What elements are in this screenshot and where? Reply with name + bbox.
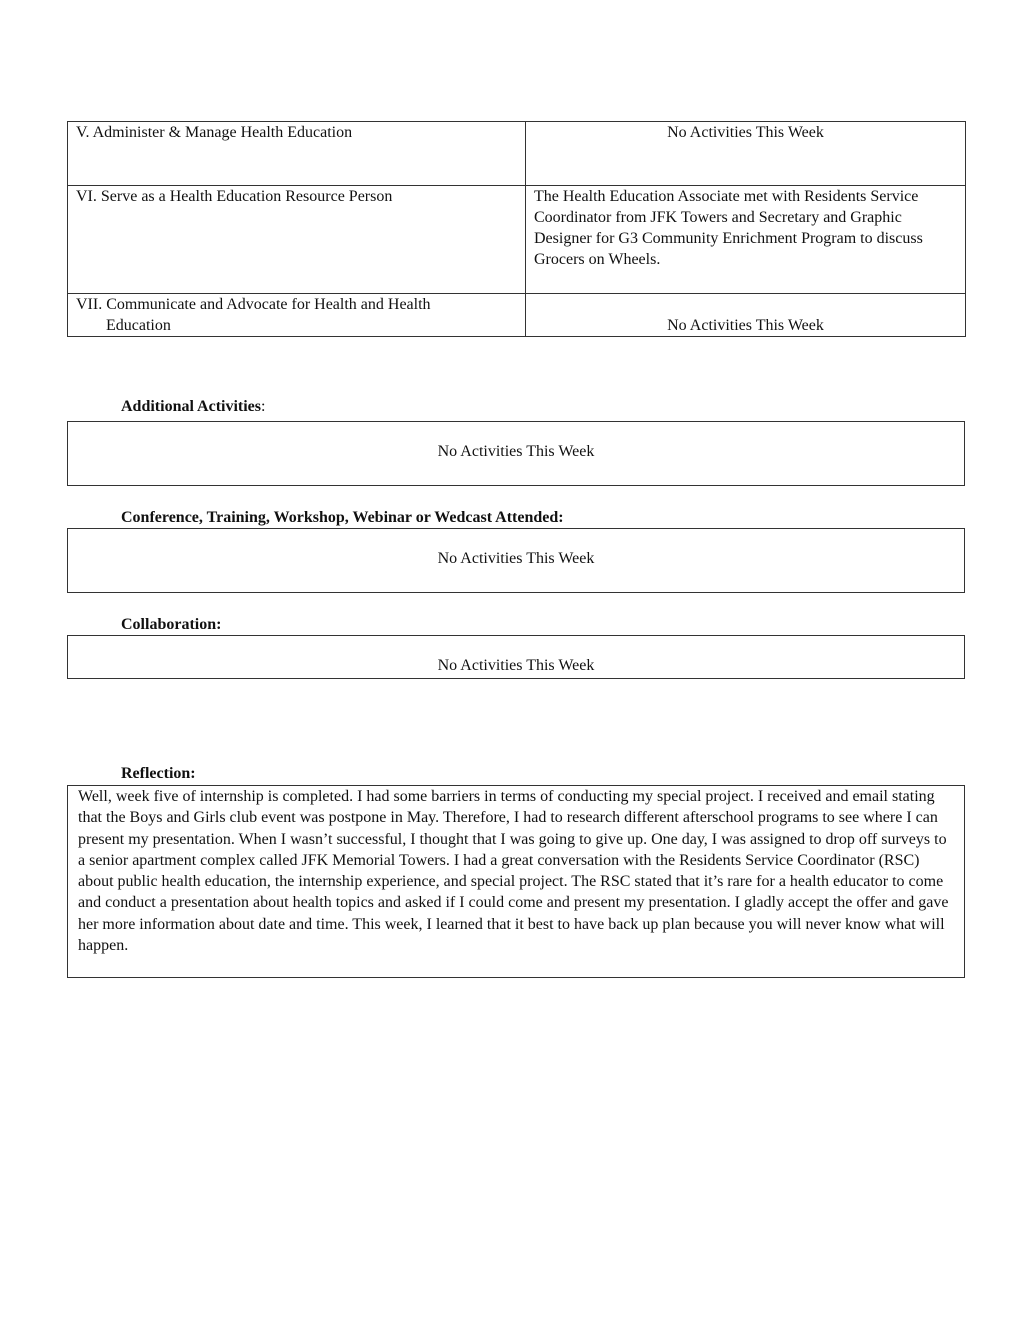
additional-activities-box bbox=[67, 421, 965, 486]
collaboration-box bbox=[67, 635, 965, 679]
table-row bbox=[68, 186, 966, 294]
additional-activities-label: Additional Activities bbox=[121, 398, 262, 415]
conference-text: No Activities This Week bbox=[437, 550, 595, 567]
reflection-text: Well, week five of internship is completed. I had some barriers in terms of conducting my special project. I received and email stating that the Boys and Girls club event was postpone in May. Therefore, I had to research different afterschool programs to see where I can present my presentation. When I wasn’t successful, I thought that I was going to give up. One day, I was assigned to drop off surveys to a senior apartment complex called JFK Memorial Towers. I had a great conversation with the Residents Service Coordinator (RSC) about public health education, the internship experience, and special project. The RSC stated that it’s rare for a health educator to come and conduct a presentation about health topics and asked if I could come and present my presentation. I gladly accept the offer and gave her more information about date and time. This week, I learned that it best to have back up plan because you will never know what will happen. bbox=[78, 788, 949, 955]
competency-activity: The Health Education Associate met with Residents Service Coordinator from JFK Towers and Secretary and Graphic Designer for G3 Community Enrichment Program to discuss Grocers on Wheels. bbox=[526, 186, 966, 294]
competency-area-line1: VII. Communicate and Advocate for Health and Health bbox=[76, 296, 431, 313]
competency-activity: No Activities This Week bbox=[526, 122, 966, 186]
collaboration-heading: Collaboration: bbox=[121, 616, 222, 633]
additional-activities-heading bbox=[121, 397, 265, 417]
conference-heading: Conference, Training, Workshop, Webinar or Wedcast Attended: bbox=[121, 509, 564, 526]
competency-area bbox=[68, 294, 526, 337]
conference-box bbox=[67, 528, 965, 593]
reflection-box bbox=[67, 785, 965, 978]
reflection-heading: Reflection: bbox=[121, 765, 196, 782]
additional-activities-colon: : bbox=[261, 398, 266, 415]
additional-activities-text: No Activities This Week bbox=[437, 443, 595, 460]
table-row bbox=[68, 122, 966, 186]
competency-area: VI. Serve as a Health Education Resource Person bbox=[68, 186, 526, 294]
collaboration-text: No Activities This Week bbox=[437, 657, 595, 674]
competency-activity: No Activities This Week bbox=[526, 294, 966, 337]
competency-area: V. Administer & Manage Health Education bbox=[68, 122, 526, 186]
competency-table bbox=[67, 121, 966, 337]
table-row bbox=[68, 294, 966, 337]
competency-area-line2: Education bbox=[106, 317, 171, 334]
